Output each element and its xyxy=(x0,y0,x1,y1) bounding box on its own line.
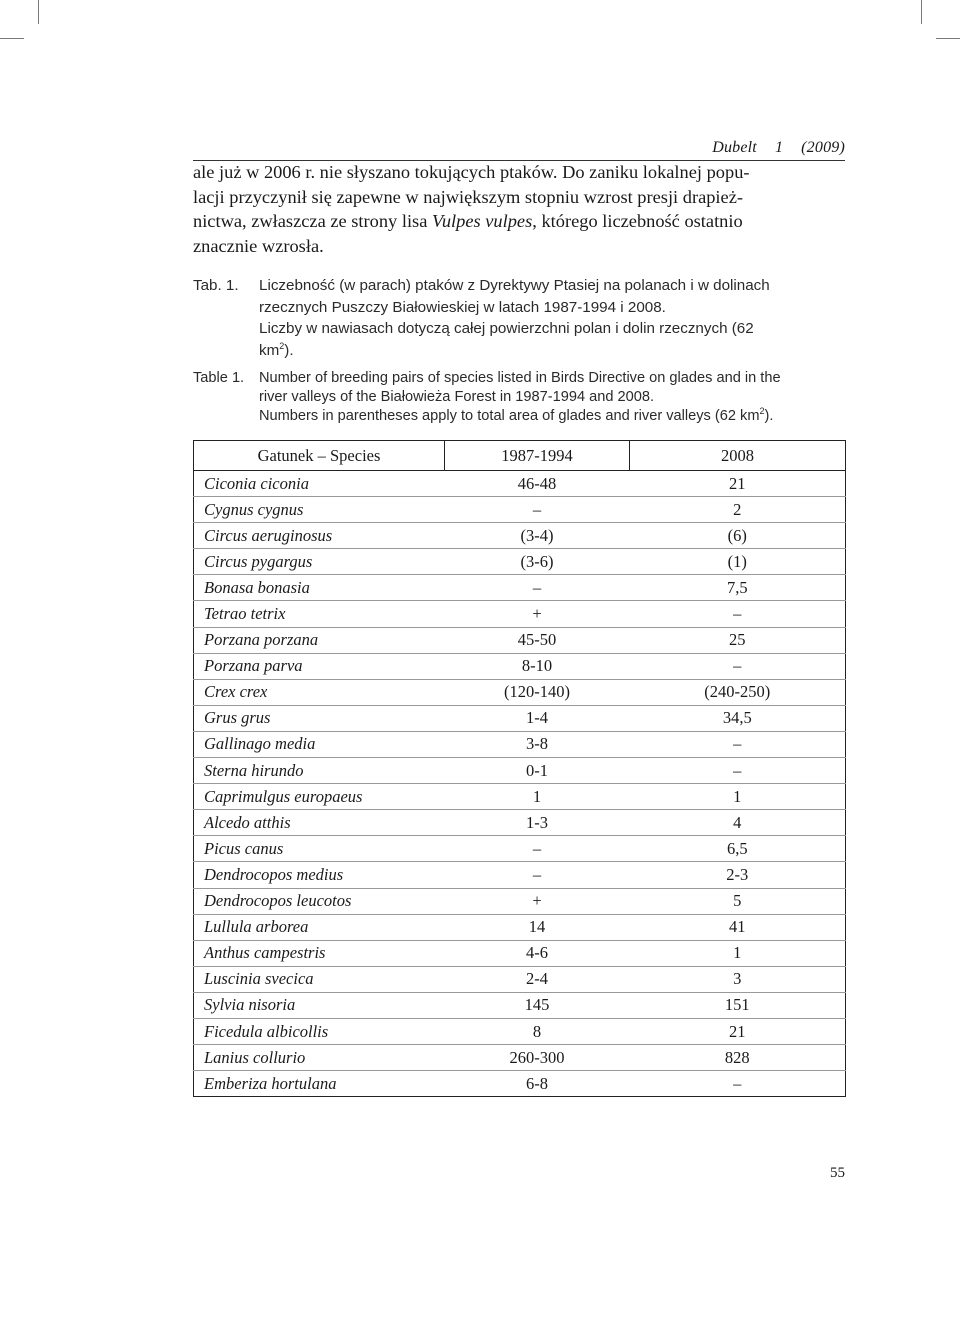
table-row xyxy=(194,731,846,757)
column-header-species: Gatunek – Species xyxy=(194,441,445,471)
count-1987-1994-cell: 1 xyxy=(445,784,630,810)
crop-mark xyxy=(936,38,960,39)
table-row xyxy=(194,888,846,914)
species-name-cell: Dendrocopos leucotos xyxy=(194,888,445,914)
superscript: 2 xyxy=(759,406,765,417)
count-2008-cell: 1 xyxy=(630,784,846,810)
count-1987-1994-cell: (3-4) xyxy=(445,523,630,549)
body-line: ale już w 2006 r. nie słyszano tokujących ptaków. Do zaniku lokalnej popu- xyxy=(193,162,750,182)
count-1987-1994-cell: + xyxy=(445,888,630,914)
count-2008-cell: 21 xyxy=(630,1018,846,1044)
table-row xyxy=(194,653,846,679)
count-1987-1994-cell: (3-6) xyxy=(445,549,630,575)
count-2008-cell: 151 xyxy=(630,992,846,1018)
count-2008-cell: (1) xyxy=(630,549,846,575)
count-1987-1994-cell: – xyxy=(445,862,630,888)
species-name-cell: Lanius collurio xyxy=(194,1045,445,1071)
table-row xyxy=(194,549,846,575)
species-name: Vulpes vulpes xyxy=(431,211,533,232)
count-1987-1994-cell: – xyxy=(445,575,630,601)
count-1987-1994-cell: 2-4 xyxy=(445,966,630,992)
body-line: znacznie wzrosła. xyxy=(193,235,324,256)
caption-label: Table 1. xyxy=(193,370,245,386)
table-caption-english xyxy=(193,369,845,427)
species-name-cell: Lullula arborea xyxy=(194,914,445,940)
count-1987-1994-cell: 1-4 xyxy=(445,705,630,731)
table-row xyxy=(194,497,846,523)
count-2008-cell: 41 xyxy=(630,914,846,940)
table-row xyxy=(194,1071,846,1097)
count-1987-1994-cell: – xyxy=(445,497,630,523)
crop-mark xyxy=(38,0,39,24)
species-name-cell: Luscinia svecica xyxy=(194,966,445,992)
caption-line: river valleys of the Białowieża Forest in 1987-1994 and 2008. xyxy=(259,389,655,406)
table-row xyxy=(194,966,846,992)
table-row xyxy=(194,601,846,627)
body-line xyxy=(193,209,845,234)
page-number: 55 xyxy=(830,1165,845,1181)
species-name-cell: Porzana parva xyxy=(194,653,445,679)
species-name-cell: Picus canus xyxy=(194,836,445,862)
species-name-cell: Dendrocopos medius xyxy=(194,862,445,888)
count-2008-cell: 4 xyxy=(630,810,846,836)
table-row xyxy=(194,627,846,653)
count-2008-cell: 6,5 xyxy=(630,836,846,862)
table-row xyxy=(194,862,846,888)
count-2008-cell: (240-250) xyxy=(630,679,846,705)
body-line: lacji przyczynił się zapewne w największym stopniu wzrost presji drapież- xyxy=(193,186,743,207)
count-2008-cell: 2 xyxy=(630,497,846,523)
count-2008-cell: – xyxy=(630,758,846,784)
species-name-cell: Ficedula albicollis xyxy=(194,1018,445,1044)
journal-volume: 1 xyxy=(774,139,784,156)
species-name-cell: Grus grus xyxy=(194,705,445,731)
count-1987-1994-cell: – xyxy=(445,836,630,862)
count-1987-1994-cell: 14 xyxy=(445,914,630,940)
count-1987-1994-cell: + xyxy=(445,601,630,627)
column-header-1987-1994: 1987-1994 xyxy=(445,441,630,471)
caption-segment: Numbers in parentheses apply to total area of glades and river valleys (62 km xyxy=(259,408,760,425)
species-name-cell: Tetrao tetrix xyxy=(194,601,445,627)
table-row xyxy=(194,914,846,940)
species-name-cell: Alcedo atthis xyxy=(194,810,445,836)
journal-year: (2009) xyxy=(801,139,845,156)
count-1987-1994-cell: 45-50 xyxy=(445,627,630,653)
count-2008-cell: – xyxy=(630,601,846,627)
species-name-cell: Porzana porzana xyxy=(194,627,445,653)
count-2008-cell: 21 xyxy=(630,471,846,497)
count-1987-1994-cell: 4-6 xyxy=(445,940,630,966)
species-name-cell: Bonasa bonasia xyxy=(194,575,445,601)
count-2008-cell: 5 xyxy=(630,888,846,914)
count-1987-1994-cell: 8 xyxy=(445,1018,630,1044)
table-row xyxy=(194,679,846,705)
table-row xyxy=(194,1045,846,1071)
table-caption-polish xyxy=(193,275,845,361)
table-row xyxy=(194,940,846,966)
table-row xyxy=(194,810,846,836)
count-1987-1994-cell: 0-1 xyxy=(445,758,630,784)
species-name-cell: Sylvia nisoria xyxy=(194,992,445,1018)
caption-line: rzecznych Puszczy Białowieskiej w latach 1987-1994 i 2008. xyxy=(259,298,666,316)
journal-title: Dubelt xyxy=(712,139,757,156)
caption-segment: km xyxy=(259,341,280,359)
count-1987-1994-cell: 6-8 xyxy=(526,1073,548,1093)
caption-line xyxy=(259,340,845,362)
caption-line: Liczebność (w parach) ptaków z Dyrektywy Ptasiej na polanach i w dolinach xyxy=(259,277,770,294)
count-2008-cell: – xyxy=(630,731,846,757)
table-row xyxy=(194,784,846,810)
species-name-cell: Gallinago media xyxy=(194,731,445,757)
species-name-cell: Caprimulgus europaeus xyxy=(194,784,445,810)
body-paragraph xyxy=(193,160,845,258)
count-1987-1994-cell: 8-10 xyxy=(445,653,630,679)
crop-mark xyxy=(921,0,922,24)
species-table xyxy=(193,440,846,1097)
count-2008-cell: 25 xyxy=(630,627,846,653)
caption-label: Tab. 1. xyxy=(193,277,239,294)
species-name-cell: Anthus campestris xyxy=(194,940,445,966)
table-row xyxy=(194,471,846,497)
species-name-cell: Cygnus cygnus xyxy=(194,497,445,523)
species-name-cell: Crex crex xyxy=(194,679,445,705)
running-head xyxy=(712,139,845,157)
count-2008-cell: 34,5 xyxy=(630,705,846,731)
crop-mark xyxy=(0,38,24,39)
table-row xyxy=(194,575,846,601)
count-1987-1994-cell: (120-140) xyxy=(445,679,630,705)
count-1987-1994-cell: 3-8 xyxy=(445,731,630,757)
species-name-cell: Sterna hirundo xyxy=(194,758,445,784)
table-row xyxy=(194,836,846,862)
count-2008-cell: – xyxy=(630,653,846,679)
count-2008-cell: 1 xyxy=(630,940,846,966)
species-name-cell: Circus aeruginosus xyxy=(194,523,445,549)
species-name-cell: Emberiza hortulana xyxy=(204,1073,337,1093)
caption-line: Liczby w nawiasach dotyczą całej powierzchni polan i dolin rzecznych (62 xyxy=(259,320,754,338)
count-1987-1994-cell: 145 xyxy=(445,992,630,1018)
count-2008-cell: (6) xyxy=(630,523,846,549)
species-name-cell: Ciconia ciconia xyxy=(194,471,445,497)
count-2008-cell: 828 xyxy=(630,1045,846,1071)
table-row xyxy=(194,992,846,1018)
column-header-2008: 2008 xyxy=(630,441,846,471)
count-2008-cell: – xyxy=(733,1073,742,1093)
caption-line xyxy=(259,407,845,426)
table-row xyxy=(194,1018,846,1044)
count-1987-1994-cell: 46-48 xyxy=(445,471,630,497)
count-1987-1994-cell: 260-300 xyxy=(445,1045,630,1071)
caption-segment: ). xyxy=(764,408,774,425)
caption-line: Number of breeding pairs of species listed in Birds Directive on glades and in the xyxy=(259,370,781,386)
table-header-row xyxy=(194,441,846,471)
table-row xyxy=(194,758,846,784)
body-text-segment: , którego liczebność ostatnio xyxy=(532,211,743,232)
count-2008-cell: 7,5 xyxy=(630,575,846,601)
count-2008-cell: 2-3 xyxy=(630,862,846,888)
body-text-segment: nictwa, zwłaszcza ze strony lisa xyxy=(193,211,432,232)
count-2008-cell: 3 xyxy=(630,966,846,992)
table-row xyxy=(194,705,846,731)
superscript: 2 xyxy=(279,340,285,351)
caption-segment: ). xyxy=(284,341,294,359)
count-1987-1994-cell: 1-3 xyxy=(445,810,630,836)
species-name-cell: Circus pygargus xyxy=(194,549,445,575)
table-row xyxy=(194,523,846,549)
